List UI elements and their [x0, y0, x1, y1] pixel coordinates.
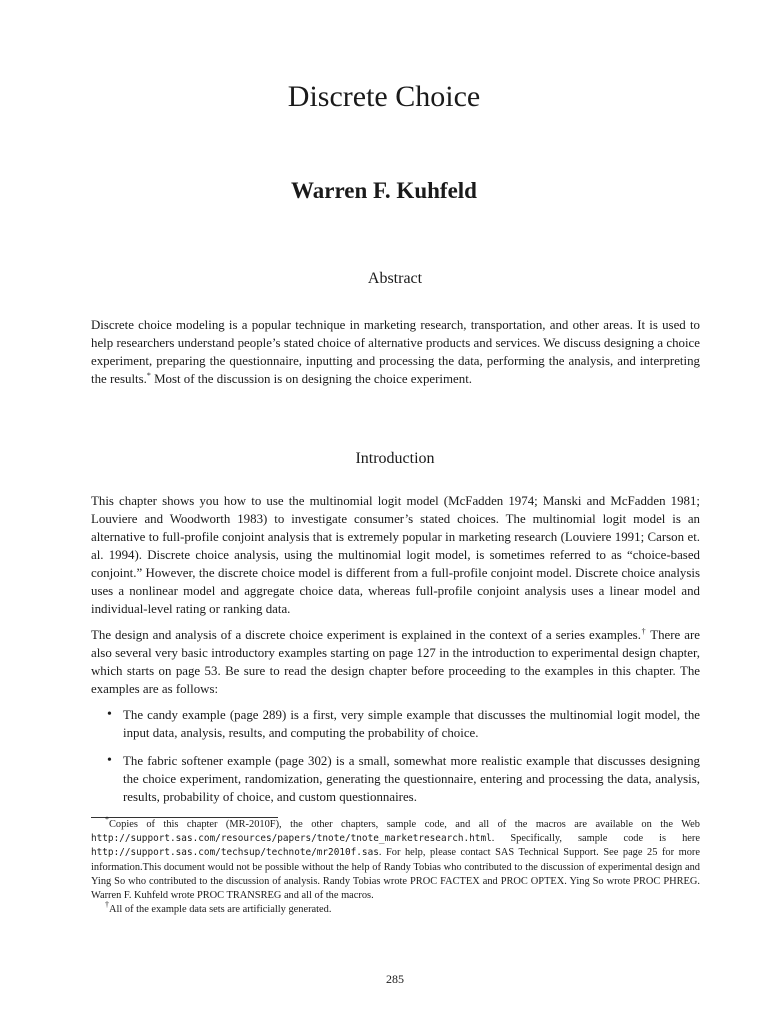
introduction-heading: Introduction — [355, 450, 435, 467]
footnote-2 — [91, 900, 700, 917]
footnote-marker: † — [105, 900, 109, 910]
footnote-2-text: All of the example data sets are artificially generated. — [109, 904, 332, 916]
footnote-url-link[interactable]: http://support.sas.com/resources/papers/tnote/tnote_marketresearch.html — [91, 833, 492, 845]
footnote-1-part2: . Specifically, sample code is here — [491, 833, 700, 845]
list-item-text: The candy example (page 289) is a first, very simple example that discusses the multinomial logit model, the input data, analysis, results, and computing the probability of choice. — [123, 708, 700, 740]
page-number: 285 — [386, 972, 404, 986]
footnotes — [91, 815, 700, 917]
footnote-1 — [91, 815, 700, 903]
list-item-text: The fabric softener example (page 302) is a small, somewhat more realistic example that discusses designing the choice experiment, randomization, generating the questionnaire, entering and processing the data, analysis, results, probability of choice, and custom questionnaires. — [123, 754, 700, 804]
examples-list — [91, 706, 700, 806]
intro-paragraph-2-text: The design and analysis of a discrete choice experiment is explained in the context of a series examples. — [91, 628, 641, 642]
abstract-text-after: Most of the discussion is on designing the choice experiment. — [150, 372, 472, 386]
footnote-1-part1: Copies of this chapter (MR-2010F), the other chapters, sample code, and all of the macros are available on the Web — [109, 819, 700, 830]
footnote-1-part3: . For help, please contact SAS Technical Support. See page 25 for more information.This document would not be possible without the help of Randy Tobias who contributed to the discussion of experimental design and Ying So who contributed to the discussion of analysis. Randy Tobias wrote PROC FACTEX and PROC OPTEX. Ying So wrote PROC PHREG. Warren F. Kuhfeld wrote PROC TRANSREG and all of the macros. — [91, 847, 700, 902]
paper-title: Discrete Choice — [287, 80, 481, 113]
intro-paragraph-1: This chapter shows you how to use the multinomial logit model (McFadden 1974; Manski and McFadden 1981; Louviere and Woodworth 1983) to investigate consumer’s stated choices. The multinomial logit model is an alternative to full-profile conjoint analysis that is extremely popular in marketing research (Louviere 1991; Carson et. al. 1994). Discrete choice analysis, using the multinomial logit model, is sometimes referred to as “choice-based conjoint.” However, the discrete choice model is different from a full-profile conjoint model. Discrete choice analysis uses a nonlinear model and aggregate choice data, whereas full-profile conjoint analysis uses a linear model and individual-level rating or ranking data. — [91, 494, 700, 616]
abstract-text: Discrete choice modeling is a popular technique in marketing research, transportation, and other areas. It is used to help researchers understand people’s stated choice of alternative products and services. We discuss designing a choice experiment, preparing the questionnaire, inputting and processing the data, performing the analysis, and interpreting the results. — [91, 318, 700, 386]
abstract-paragraph — [91, 316, 700, 388]
author-name: Warren F. Kuhfeld — [291, 178, 477, 203]
introduction-body — [91, 492, 700, 816]
footnote-marker: † — [640, 627, 647, 636]
intro-paragraph-2-after: There are also several very basic introductory examples starting on page 127 in the introduction to experimental design chapter, which starts on page 53. Be sure to read the design chapter before proceeding to the examples in this chapter. The examples are as follows: — [91, 628, 700, 696]
list-item — [91, 706, 700, 742]
list-item — [91, 752, 700, 806]
bullet-icon: • — [107, 753, 112, 768]
footnote-marker: * — [146, 371, 151, 380]
footnote-url-link[interactable]: http://support.sas.com/techsup/technote/mr2010f.sas — [91, 847, 379, 859]
abstract-heading: Abstract — [367, 270, 423, 287]
bullet-icon: • — [107, 707, 112, 722]
abstract-body — [91, 316, 700, 396]
footnote-marker: * — [105, 815, 109, 824]
intro-paragraph-2 — [91, 626, 700, 698]
